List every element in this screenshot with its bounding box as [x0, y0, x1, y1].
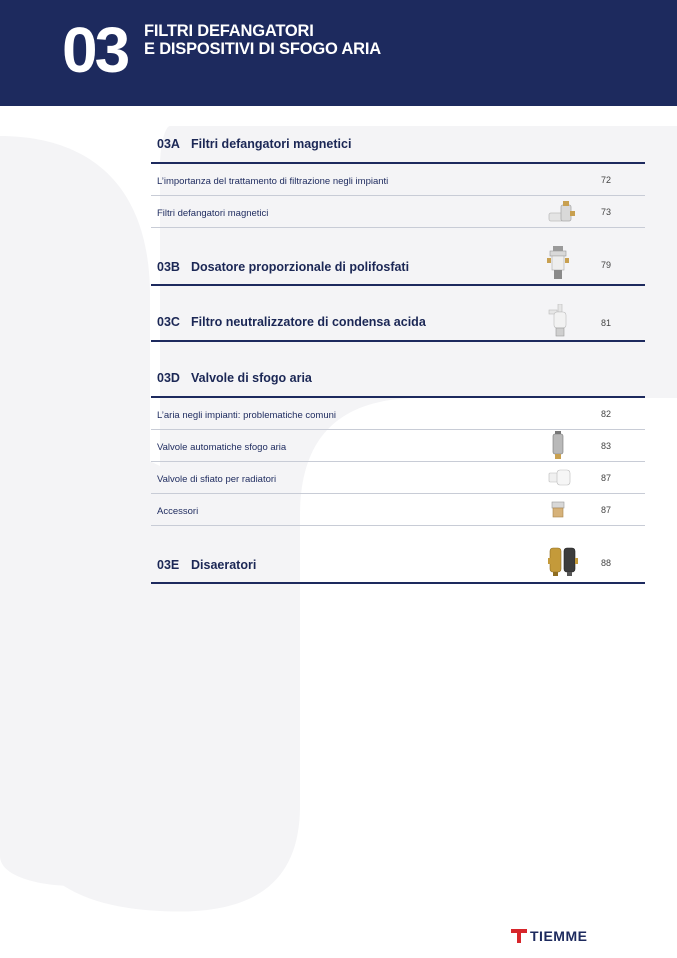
chapter-title-line-1: FILTRI DEFANGATORI — [144, 22, 314, 40]
condensate-neutralizer-icon — [547, 304, 573, 338]
toc-row-page: 87 — [601, 473, 612, 483]
toc-row[interactable] — [151, 164, 645, 196]
toc-row[interactable] — [151, 430, 645, 462]
polyphosphate-dosing-icon — [547, 245, 569, 281]
chapter-header — [0, 0, 677, 106]
section-title: Filtro neutralizzatore di condensa acida — [191, 315, 426, 329]
toc-row-label: L’aria negli impianti: problematiche comuni — [157, 410, 337, 421]
toc-row[interactable] — [151, 196, 645, 228]
toc-row-label: Filtri defangatori magnetici — [157, 208, 269, 219]
section-page: 88 — [601, 558, 612, 568]
toc-row-page: 82 — [601, 409, 612, 419]
section-03d[interactable] — [151, 362, 645, 398]
section-code: 03B — [157, 260, 180, 274]
toc-row-label: Valvole di sfiato per radiatori — [157, 474, 277, 485]
chapter-title — [144, 22, 381, 58]
toc-row-page: 87 — [601, 505, 612, 515]
section-03c[interactable] — [151, 306, 645, 342]
toc-row-label: Accessori — [157, 506, 199, 517]
section-page: 79 — [601, 260, 612, 270]
section-title: Disaeratori — [191, 558, 257, 572]
section-title: Dosatore proporzionale di polifosfati — [191, 260, 410, 274]
toc-row-page: 72 — [601, 175, 612, 185]
deaerator-icon — [547, 546, 579, 578]
magnetic-filter-icon — [547, 199, 577, 225]
toc-row-page: 73 — [601, 207, 612, 217]
chapter-number: 03 — [62, 14, 128, 86]
toc-row-label: Valvole automatiche sfogo aria — [157, 442, 287, 453]
toc-row-page: 83 — [601, 441, 612, 451]
section-03e[interactable] — [151, 546, 645, 584]
toc-row[interactable] — [151, 494, 645, 526]
section-03a[interactable] — [151, 128, 645, 164]
toc-row[interactable] — [151, 398, 645, 430]
section-03b[interactable] — [151, 248, 645, 286]
section-code: 03E — [157, 558, 180, 572]
toc-row-label: L’importanza del trattamento di filtrazione negli impianti — [157, 176, 389, 187]
section-code: 03D — [157, 371, 180, 385]
section-page: 81 — [601, 318, 612, 328]
accessory-fitting-icon — [547, 500, 569, 520]
section-code: 03A — [157, 137, 180, 151]
section-code: 03C — [157, 315, 180, 329]
radiator-bleed-valve-icon — [547, 468, 573, 488]
section-title: Valvole di sfogo aria — [191, 371, 312, 385]
table-of-contents — [151, 128, 645, 584]
chapter-title-line-2: E DISPOSITIVI DI SFOGO ARIA — [144, 40, 381, 58]
brand-name: TIEMME — [530, 928, 588, 944]
toc-row[interactable] — [151, 462, 645, 494]
automatic-air-vent-icon — [547, 431, 569, 461]
tiemme-logo-mark-icon — [511, 929, 527, 943]
section-title: Filtri defangatori magnetici — [191, 137, 352, 151]
